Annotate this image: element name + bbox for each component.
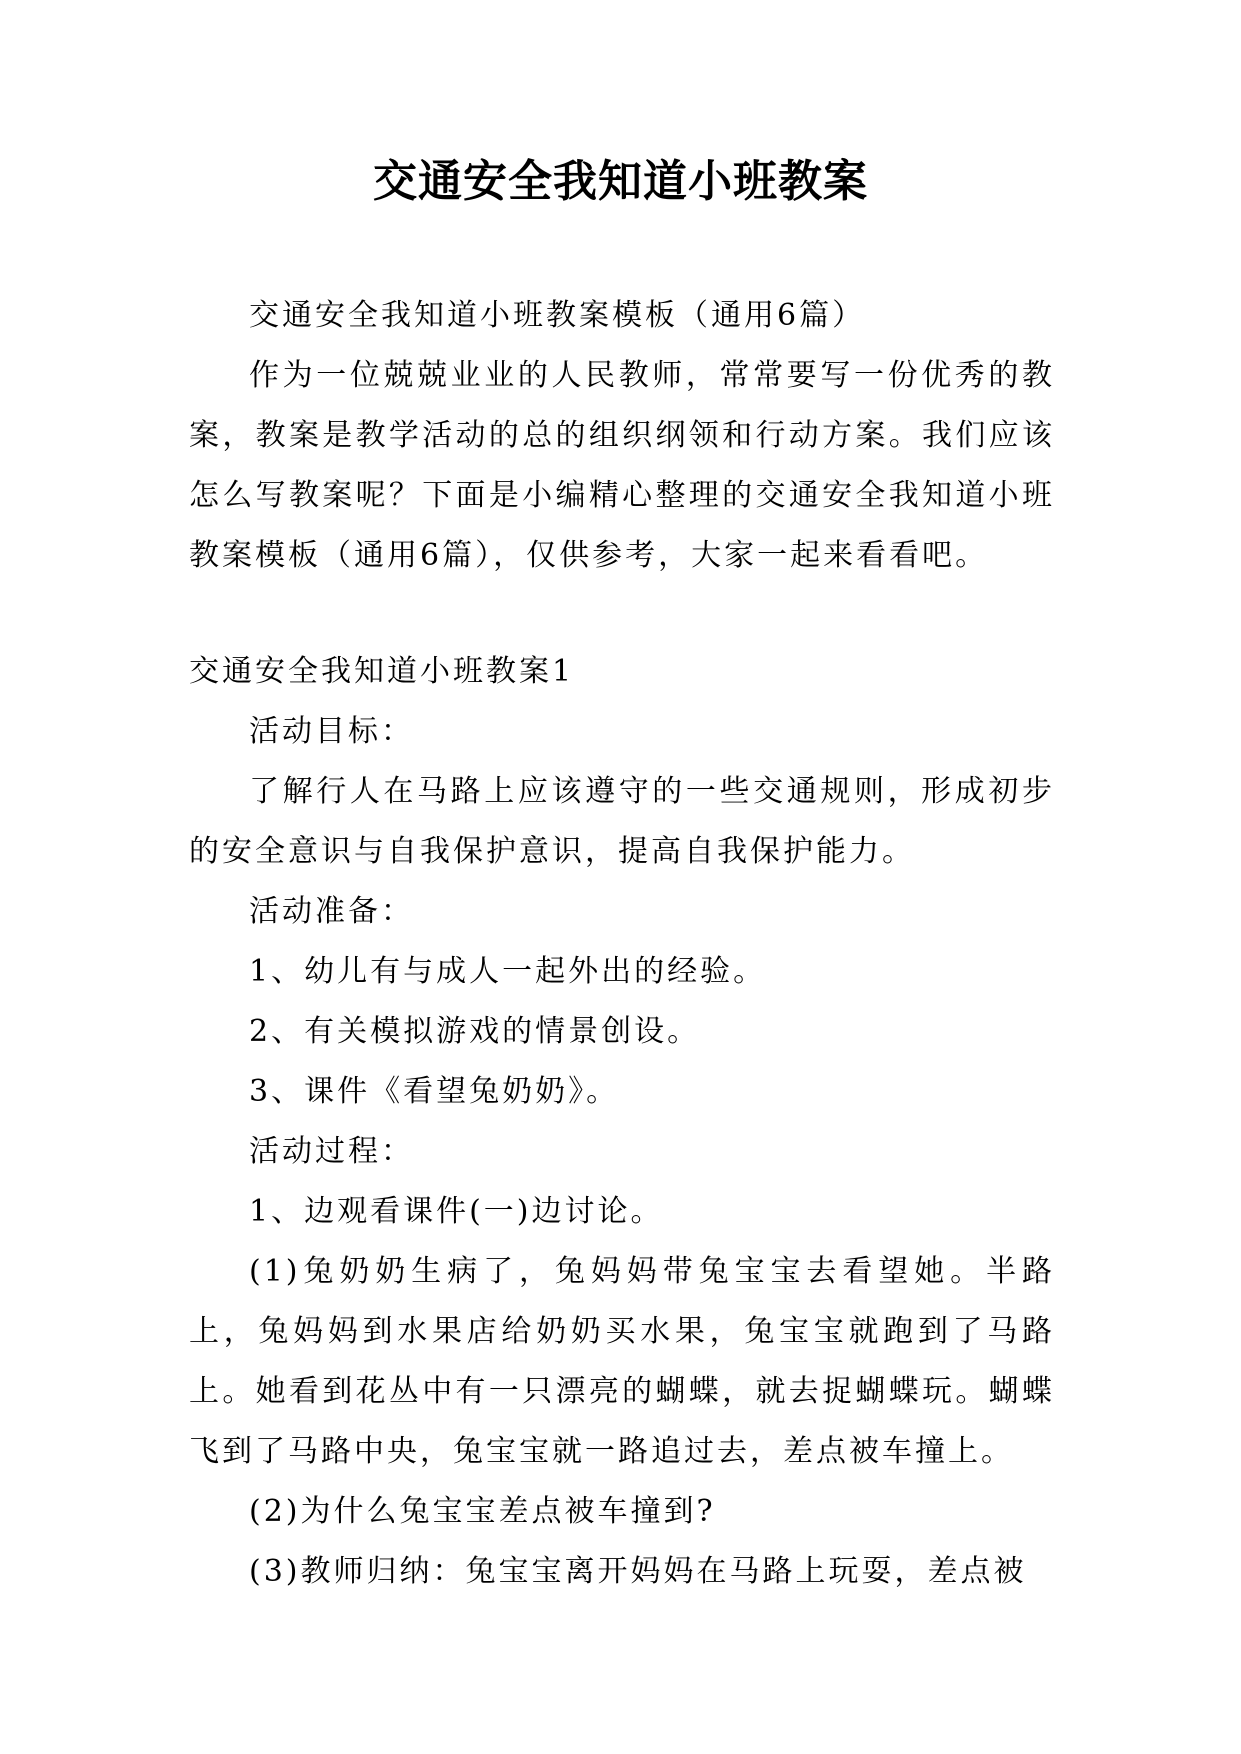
prep-item: 2、有关模拟游戏的情景创设。 xyxy=(249,1014,701,1049)
process-item: 1、边观看课件(一)边讨论。 xyxy=(249,1194,664,1229)
section-heading: 交通安全我知道小班教案1 xyxy=(189,654,575,689)
goal-label: 活动目标： xyxy=(249,714,414,749)
process-label: 活动过程： xyxy=(249,1134,414,1169)
process-item: (2)为什么兔宝宝差点被车撞到? xyxy=(249,1494,716,1529)
document-title: 交通安全我知道小班教案 xyxy=(373,156,868,207)
document-body xyxy=(189,286,1055,1602)
process-item: (1)兔奶奶生病了，兔妈妈带兔宝宝去看望她。半路上，兔妈妈到水果店给奶奶买水果，兔宝宝就跑到了马路上。她看到花丛中有一只漂亮的蝴蝶，就去捉蝴蝶玩。蝴蝶飞到了马路中央，兔宝宝就一路追过去，差点被车撞上。 xyxy=(189,1254,1055,1469)
goal-text: 了解行人在马路上应该遵守的一些交通规则，形成初步的安全意识与自我保护意识，提高自我保护能力。 xyxy=(189,774,1055,869)
prep-item: 3、课件《看望兔奶奶》。 xyxy=(249,1074,620,1109)
intro-paragraph: 作为一位兢兢业业的人民教师，常常要写一份优秀的教案，教案是教学活动的总的组织纲领和行动方案。我们应该怎么写教案呢？下面是小编精心整理的交通安全我知道小班教案模板（通用6篇），仅供参考，大家一起来看看吧。 xyxy=(189,358,1055,573)
prep-item: 1、幼儿有与成人一起外出的经验。 xyxy=(249,954,767,989)
document-subtitle: 交通安全我知道小班教案模板（通用6篇） xyxy=(249,298,866,333)
process-item: (3)教师归纳：兔宝宝离开妈妈在马路上玩耍，差点被 xyxy=(249,1554,1027,1589)
prep-label: 活动准备： xyxy=(249,894,414,929)
